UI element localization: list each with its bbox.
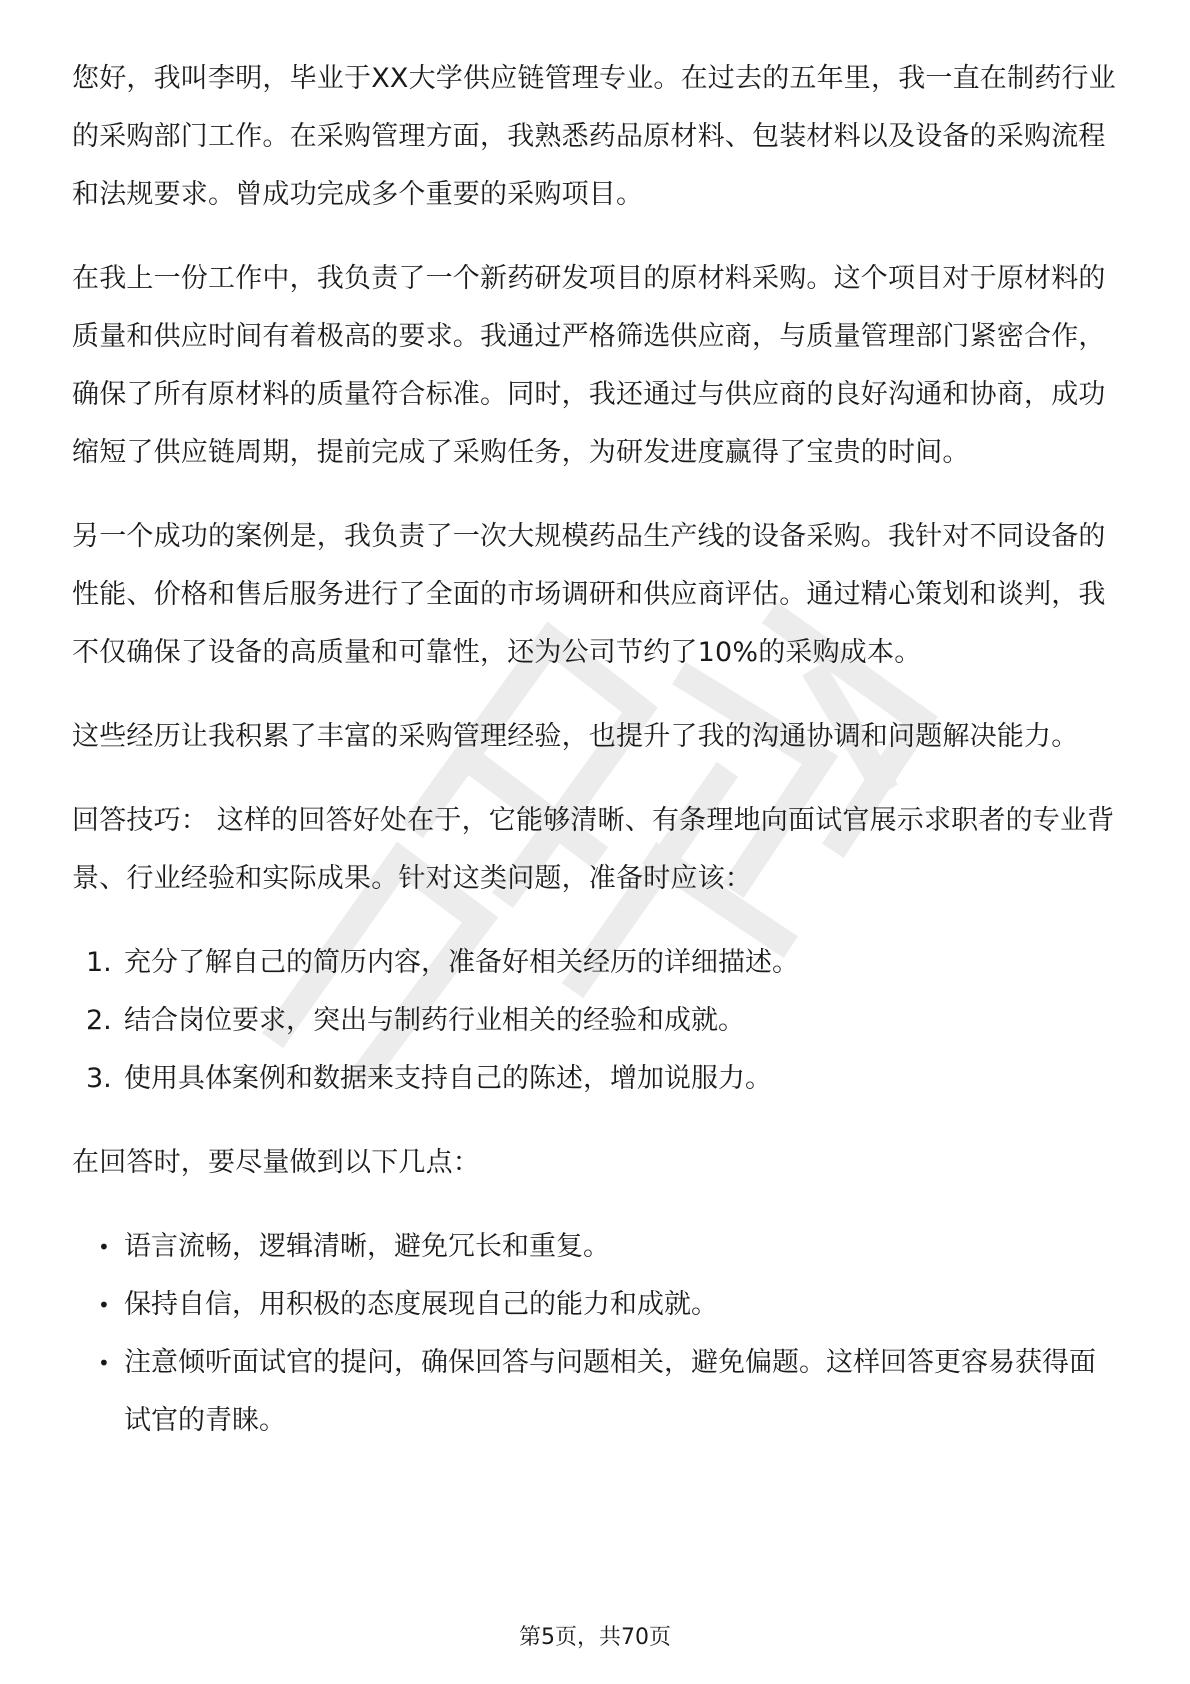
page-number-footer: 第5页，共70页 <box>519 1625 671 1650</box>
list-item-text: 使用具体案例和数据来支持自己的陈述，增加说服力。 <box>124 1063 772 1094</box>
list-item <box>72 1218 1122 1276</box>
list-item <box>72 934 1122 992</box>
list-number: 1. <box>86 947 112 978</box>
experience-paragraph-1: 在我上一份工作中，我负责了一个新药研发项目的原材料采购。这个项目对于原材料的质量和供应时间有着极高的要求。我通过严格筛选供应商，与质量管理部门紧密合作，确保了所有原材料的质量符合标准。同时，我还通过与供应商的良好沟通和协商，成功缩短了供应链周期，提前完成了采购任务，为研发进度赢得了宝贵的时间。 <box>72 263 1106 468</box>
answer-points-list <box>72 1218 1122 1450</box>
tips-paragraph: 回答技巧： 这样的回答好处在于，它能够清晰、有条理地向面试官展示求职者的专业背景、行业经验和实际成果。针对这类问题，准备时应该： <box>72 805 1115 894</box>
document-body <box>72 50 1122 1476</box>
list-item-text: 充分了解自己的简历内容，准备好相关经历的详细描述。 <box>124 947 799 978</box>
bullet-icon: • <box>98 1235 110 1259</box>
intro-paragraph: 您好，我叫李明，毕业于XX大学供应链管理专业。在过去的五年里，我一直在制药行业的采购部门工作。在采购管理方面，我熟悉药品原材料、包装材料以及设备的采购流程和法规要求。曾成功完成多个重要的采购项目。 <box>72 63 1116 210</box>
bullet-icon: • <box>98 1293 110 1317</box>
list-item <box>72 992 1122 1050</box>
list-item <box>72 1276 1122 1334</box>
list-number: 3. <box>86 1063 112 1094</box>
experience-paragraph-2: 另一个成功的案例是，我负责了一次大规模药品生产线的设备采购。我针对不同设备的性能、价格和售后服务进行了全面的市场调研和供应商评估。通过精心策划和谈判，我不仅确保了设备的高质量和可靠性，还为公司节约了10%的采购成本。 <box>72 521 1106 668</box>
bullet-icon: • <box>98 1351 110 1375</box>
answer-points-intro: 在回答时，要尽量做到以下几点： <box>72 1147 480 1178</box>
list-item-text: 语言流畅，逻辑清晰，避免冗长和重复。 <box>124 1231 610 1262</box>
list-item-text: 注意倾听面试官的提问，确保回答与问题相关，避免偏题。这样回答更容易获得面试官的青睐。 <box>124 1347 1096 1436</box>
list-item <box>72 1050 1122 1108</box>
list-item-text: 保持自信，用积极的态度展现自己的能力和成就。 <box>124 1289 718 1320</box>
list-number: 2. <box>86 1005 112 1036</box>
list-item <box>72 1334 1122 1450</box>
list-item-text: 结合岗位要求，突出与制药行业相关的经验和成就。 <box>124 1005 745 1036</box>
summary-paragraph: 这些经历让我积累了丰富的采购管理经验，也提升了我的沟通协调和问题解决能力。 <box>72 721 1079 752</box>
preparation-list <box>72 934 1122 1108</box>
